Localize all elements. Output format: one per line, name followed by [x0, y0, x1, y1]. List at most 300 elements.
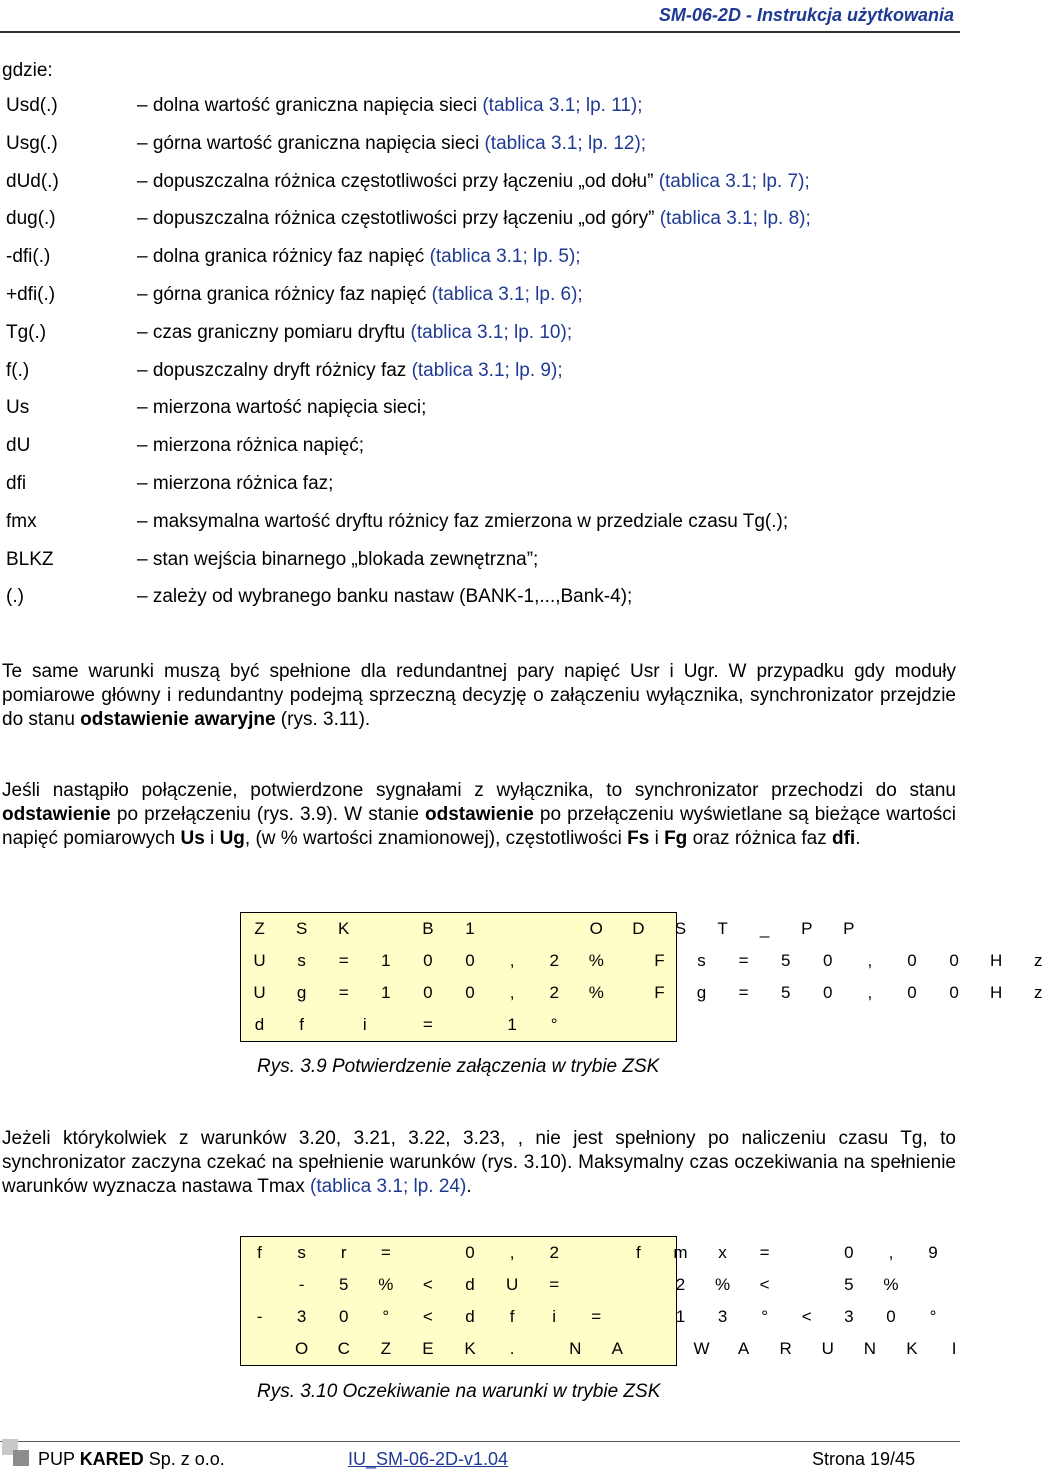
lcd-char [796, 983, 817, 1003]
lcd-char [270, 951, 291, 971]
lcd-char [438, 1275, 459, 1295]
lcd-char [628, 1275, 649, 1295]
lcd-char: ° [761, 1307, 769, 1326]
lcd-char [817, 1307, 838, 1327]
definition-row [0, 586, 960, 624]
lcd-char: i [552, 1307, 557, 1326]
paragraph-waiting-conditions: Jeżeli którykolwiek z warunków 3.20, 3.21, 3.22, 3.23, , nie jest spełniony po naliczeniu czasu Tg, to synchronizator zaczyna czekać na spełnienie warunków (rys. 3.10). Maksymalny czas oczekiwania na spełnienie warunków wyznacza nastawa Tmax (tablica 3.1; lp. 24). [2, 1128, 956, 1197]
definition-description: – mierzona różnica faz; [137, 472, 334, 494]
lcd-char [270, 919, 291, 939]
lcd-char [649, 1307, 670, 1327]
definition-description: – maksymalna wartość dryftu różnicy faz zmierzona w przedziale czasu Tg(.); [137, 510, 789, 532]
lcd-char [775, 919, 796, 939]
lcd-char [375, 1015, 396, 1035]
table-reference: (tablica 3.1; lp. 5); [429, 246, 581, 268]
footer-page-number: Strona 19/45 [812, 1449, 916, 1469]
lcd-char [565, 1307, 586, 1327]
lcd-char: % [714, 1275, 731, 1294]
lcd-char: 0 [465, 983, 475, 1002]
lcd-char: 0 [949, 951, 959, 970]
lcd-char [859, 1307, 880, 1327]
lcd-char [923, 951, 944, 971]
lcd-char: W [693, 1339, 710, 1358]
lcd-char: 5 [780, 983, 791, 1002]
lcd-char: ° [382, 1307, 390, 1326]
lcd-char [481, 1275, 502, 1295]
lcd-char [375, 919, 396, 939]
lcd-char: = [738, 951, 749, 970]
lcd-char [691, 919, 712, 939]
definition-symbol: +dfi(.) [6, 283, 56, 305]
lcd-char: d [465, 1275, 475, 1294]
lcd-char: K [464, 1339, 476, 1358]
lcd-char [565, 1275, 586, 1295]
lcd-char: z [1034, 983, 1043, 1002]
lcd-char [523, 983, 544, 1003]
lcd-char: E [422, 1339, 434, 1358]
lcd-char [733, 919, 754, 939]
lcd-char [312, 1275, 333, 1295]
lcd-char: f [257, 1243, 262, 1262]
lcd-char: ° [929, 1307, 937, 1326]
lcd-char: f [299, 1015, 304, 1034]
lcd-row [241, 1301, 937, 1333]
lcd-char: 0 [423, 951, 433, 970]
lcd-char: Z [380, 1339, 391, 1358]
lcd-char [796, 1339, 817, 1359]
lcd-char [438, 1307, 459, 1327]
definition-symbol: dUd(.) [6, 170, 59, 192]
lcd-char: U [253, 983, 266, 1002]
lcd-char [691, 1243, 712, 1263]
definition-symbol: dfi [6, 472, 27, 494]
lcd-char: s [697, 951, 706, 970]
lcd-char [607, 919, 628, 939]
lcd-char [270, 1243, 291, 1263]
definition-description: – stan wejścia binarnego „blokada zewnętrzna”; [137, 548, 539, 570]
lcd-char: 0 [907, 951, 917, 970]
lcd-char: U [505, 1275, 519, 1294]
lcd-char: D [632, 919, 645, 938]
lcd-char [312, 1243, 333, 1263]
lcd-char: I [951, 1339, 957, 1358]
lcd-char [775, 1243, 796, 1263]
lcd-display-waiting [240, 1236, 957, 1366]
lcd-char [901, 1243, 922, 1263]
lcd-char [312, 1015, 333, 1035]
paragraph-redundant-pair: Te same warunki muszą być spełnione dla redundantnej pary napięć Usr i Ugr. W przypadku gdy moduły pomiarowe główny i redundantny podejmą sprzeczną decyzję o załączeniu wyłącznika, synchronizator przejdzie do stanu odstawienie awaryjne (rys. 3.11). [2, 661, 956, 730]
paragraph-connection-state: Jeśli nastąpiło połączenie, potwierdzone sygnałami z wyłącznika, to synchronizator przechodzi do stanu odstawienie po przełączeniu (rys. 3.9). W stanie odstawienie po przełączeniu wyświetlane są bieżące wartości napięć pomiarowych Us i Ug, (w % wartości znamionowej), częstotliwości Fs i Fg oraz różnica faz dfi. [2, 780, 956, 849]
lcd-char [607, 1307, 628, 1327]
lcd-char: H [990, 983, 1003, 1002]
lcd-char: 1 [465, 919, 475, 938]
lcd-char [354, 1243, 375, 1263]
definition-row [0, 208, 960, 246]
lcd-char [670, 951, 691, 971]
lcd-char [712, 1339, 733, 1359]
lcd-char [712, 951, 733, 971]
lcd-char: = [338, 951, 349, 970]
lcd-char [459, 1015, 480, 1035]
lcd-char [733, 1275, 754, 1295]
lcd-char [586, 1275, 607, 1295]
lcd-char [396, 1015, 417, 1035]
definition-symbol: BLKZ [6, 548, 54, 570]
lcd-char: d [465, 1307, 475, 1326]
lcd-char: A [611, 1339, 623, 1358]
lcd-char [396, 951, 417, 971]
lcd-char [481, 951, 502, 971]
lcd-char [628, 983, 649, 1003]
lcd-char [354, 1339, 375, 1359]
definition-description: – dopuszczalny dryft różnicy faz (tablica 3.1; lp. 9); [137, 359, 563, 381]
definition-row [0, 397, 960, 435]
lcd-char [1007, 951, 1028, 971]
lcd-char [502, 919, 523, 939]
lcd-char [649, 1243, 670, 1263]
lcd-char [396, 919, 417, 939]
lcd-char: = [380, 1243, 391, 1262]
lcd-char: 0 [886, 1307, 896, 1326]
lcd-char [270, 983, 291, 1003]
definition-symbol: Us [6, 397, 30, 419]
lcd-char: % [588, 951, 604, 970]
lcd-char [838, 951, 859, 971]
lcd-char [754, 1339, 775, 1359]
lcd-char [670, 1339, 691, 1359]
definition-row [0, 133, 960, 171]
lcd-char [1007, 983, 1028, 1003]
lcd-char: 0 [465, 951, 475, 970]
header-divider [0, 31, 960, 33]
lcd-char [628, 951, 649, 971]
lcd-char: Z [254, 919, 265, 938]
definition-row [0, 360, 960, 398]
lcd-char [859, 1275, 880, 1295]
lcd-char [607, 1275, 628, 1295]
lcd-char [628, 1339, 649, 1359]
lcd-char: S [674, 919, 687, 938]
lcd-char [754, 983, 775, 1003]
lcd-char [817, 1243, 838, 1263]
lcd-char: 0 [844, 1243, 854, 1262]
lcd-char [438, 1015, 459, 1035]
lcd-char [796, 1275, 817, 1295]
lcd-char [354, 951, 375, 971]
lcd-char: 5 [780, 951, 791, 970]
lcd-row [241, 1237, 938, 1269]
lcd-char: f [509, 1307, 515, 1326]
definition-description: – mierzona wartość napięcia sieci; [137, 397, 427, 419]
definition-description: – czas graniczny pomiaru dryftu (tablica 3.1; lp. 10); [137, 321, 573, 343]
lcd-char: 2 [549, 1243, 559, 1262]
figure-caption: Rys. 3.10 Oczekiwanie na warunki w trybie ZSK [257, 1381, 661, 1402]
lcd-char: P [801, 919, 813, 938]
definition-row [0, 322, 960, 360]
lcd-char [565, 919, 586, 939]
lcd-char: K [906, 1339, 918, 1358]
lcd-char: < [422, 1275, 433, 1294]
lcd-char [396, 1275, 417, 1295]
lcd-char [775, 1307, 796, 1327]
definition-description: – górna granica różnicy faz napięć (tablica 3.1; lp. 6); [137, 283, 583, 305]
lcd-char: 1 [675, 1307, 686, 1326]
definition-symbol: Usg(.) [6, 132, 58, 154]
lcd-char [354, 983, 375, 1003]
lcd-char: H [990, 951, 1003, 970]
lcd-char [481, 983, 502, 1003]
definition-symbol: f(.) [6, 359, 30, 381]
lcd-char: P [843, 919, 855, 938]
lcd-char: N [863, 1339, 877, 1358]
lcd-char [670, 983, 691, 1003]
lcd-char [438, 951, 459, 971]
lcd-char [312, 1307, 333, 1327]
lcd-char [796, 1243, 817, 1263]
lcd-char [586, 1339, 607, 1359]
table-reference: (tablica 3.1; lp. 24) [310, 1176, 467, 1197]
lcd-row [241, 1269, 899, 1301]
lcd-char [417, 1243, 438, 1263]
lcd-char: i [362, 1015, 367, 1034]
lcd-char [607, 983, 628, 1003]
lcd-char: s [297, 951, 306, 970]
lcd-char: F [654, 951, 665, 970]
table-reference: (tablica 3.1; lp. 6); [431, 283, 583, 305]
lcd-char: 2 [549, 983, 559, 1002]
lcd-char: 0 [823, 983, 833, 1002]
lcd-char [796, 951, 817, 971]
lcd-row [241, 945, 1043, 977]
lcd-char: 5 [844, 1275, 854, 1294]
lcd-char [523, 951, 544, 971]
definition-description: – mierzona różnica napięć; [137, 435, 365, 457]
lcd-char [354, 1275, 375, 1295]
lcd-char [523, 919, 544, 939]
lcd-char [523, 1275, 544, 1295]
definition-description: – dopuszczalna różnica częstotliwości przy łączeniu „od dołu” (tablica 3.1; lp. 7); [137, 170, 810, 192]
lcd-char: T [717, 919, 728, 938]
lcd-char: d [254, 1015, 265, 1034]
lcd-char [838, 1339, 859, 1359]
lcd-row [241, 1333, 957, 1365]
lcd-char: 3 [296, 1307, 307, 1326]
lcd-char [270, 1015, 291, 1035]
definitions-intro: gdzie: [2, 60, 53, 81]
lcd-char [438, 1339, 459, 1359]
definition-description: – dolna wartość graniczna napięcia sieci (tablica 3.1; lp. 11); [137, 95, 643, 116]
lcd-char [481, 1307, 502, 1327]
lcd-char: N [569, 1339, 582, 1358]
table-reference: (tablica 3.1; lp. 12); [484, 132, 647, 154]
lcd-char: . [509, 1339, 515, 1358]
lcd-char [565, 951, 586, 971]
lcd-char: , [509, 951, 515, 970]
lcd-char: - [256, 1307, 263, 1326]
lcd-char [312, 1339, 333, 1359]
lcd-char: U [253, 951, 266, 970]
definition-symbol: dug(.) [6, 208, 56, 230]
lcd-char: R [779, 1339, 792, 1358]
lcd-char [249, 1275, 270, 1295]
lcd-char: g [696, 983, 707, 1002]
lcd-char [481, 1339, 502, 1359]
lcd-char [565, 1243, 586, 1263]
lcd-char [649, 1339, 670, 1359]
lcd-char [523, 1339, 544, 1359]
definition-description: – dolna granica różnicy faz napięć (tablica 3.1; lp. 5); [137, 246, 581, 268]
lcd-char [544, 919, 565, 939]
lcd-char [523, 1307, 544, 1327]
definition-symbol: dU [6, 435, 31, 457]
table-reference: (tablica 3.1; lp. 8); [659, 208, 811, 230]
lcd-char: U [821, 1339, 834, 1358]
lcd-char [312, 919, 333, 939]
lcd-char [270, 1339, 291, 1359]
lcd-char: 0 [423, 983, 433, 1002]
lcd-char: 0 [465, 1243, 475, 1262]
definition-row [0, 511, 960, 549]
lcd-char: 0 [338, 1307, 349, 1326]
lcd-char: O [589, 919, 603, 938]
lcd-char [649, 1275, 670, 1295]
definition-row [0, 549, 960, 587]
lcd-char [901, 1307, 922, 1327]
lcd-char: 1 [381, 951, 391, 970]
lcd-char: 0 [949, 983, 959, 1002]
lcd-char: 3 [844, 1307, 854, 1326]
lcd-char: ° [550, 1015, 558, 1034]
lcd-char [249, 1339, 270, 1359]
lcd-char: x [718, 1243, 727, 1262]
lcd-char [481, 919, 502, 939]
lcd-char [859, 1243, 880, 1263]
lcd-char [333, 1015, 354, 1035]
lcd-row [241, 977, 1043, 1009]
definition-symbol: Usd(.) [6, 95, 58, 116]
lcd-char: r [340, 1243, 347, 1262]
lcd-char [691, 1307, 712, 1327]
lcd-char: , [509, 983, 515, 1002]
definition-description: – dopuszczalna różnica częstotliwości przy łączeniu „od góry” (tablica 3.1; lp. 8); [137, 208, 811, 230]
lcd-char [396, 1307, 417, 1327]
lcd-char [754, 951, 775, 971]
lcd-char: B [422, 919, 434, 938]
lcd-char [438, 983, 459, 1003]
lcd-char [817, 919, 838, 939]
lcd-char: < [759, 1275, 770, 1294]
definition-symbol: -dfi(.) [6, 246, 51, 268]
lcd-char: % [378, 1275, 394, 1294]
table-reference: (tablica 3.1; lp. 9); [411, 359, 563, 381]
lcd-char [523, 1015, 544, 1035]
lcd-char [775, 1275, 796, 1295]
lcd-char: = [591, 1307, 602, 1326]
lcd-char [607, 1243, 628, 1263]
definitions-list [0, 95, 960, 624]
lcd-char: m [673, 1243, 688, 1262]
lcd-char [880, 983, 901, 1003]
lcd-char [649, 919, 670, 939]
lcd-char [270, 1307, 291, 1327]
definition-symbol: (.) [6, 586, 24, 608]
definition-row [0, 284, 960, 322]
lcd-char [817, 1275, 838, 1295]
lcd-char: O [295, 1339, 309, 1358]
lcd-char: 2 [675, 1275, 686, 1294]
lcd-char: , [509, 1243, 515, 1262]
lcd-char: 1 [507, 1015, 517, 1034]
lcd-char [544, 1339, 565, 1359]
lcd-char [586, 1243, 607, 1263]
lcd-char: = [549, 1275, 560, 1294]
lcd-char [396, 983, 417, 1003]
figure-caption: Rys. 3.9 Potwierdzenie załączenia w trybie ZSK [257, 1056, 660, 1077]
lcd-char: 9 [928, 1243, 938, 1262]
lcd-row [241, 1009, 676, 1041]
lcd-char [523, 1243, 544, 1263]
lcd-char [312, 983, 333, 1003]
table-reference: (tablica 3.1; lp. 11); [482, 95, 643, 116]
lcd-char [354, 1307, 375, 1327]
lcd-char [396, 1339, 417, 1359]
lcd-char: C [337, 1339, 350, 1358]
definition-symbol: fmx [6, 510, 37, 532]
lcd-char: = [422, 1015, 433, 1034]
lcd-char [838, 983, 859, 1003]
lcd-char [923, 983, 944, 1003]
lcd-char [691, 1275, 712, 1295]
definition-row [0, 171, 960, 209]
lcd-char: , [888, 1243, 894, 1262]
lcd-char: K [338, 919, 350, 938]
lcd-char: , [867, 951, 873, 970]
lcd-char [396, 1243, 417, 1263]
lcd-char [565, 983, 586, 1003]
lcd-char: z [1034, 951, 1043, 970]
lcd-char [733, 1307, 754, 1327]
lcd-char [438, 1243, 459, 1263]
lcd-char [712, 983, 733, 1003]
lcd-char [880, 951, 901, 971]
lcd-char: = [738, 983, 749, 1002]
lcd-char [965, 951, 986, 971]
lcd-char: = [338, 983, 349, 1002]
lcd-row [241, 913, 855, 945]
definition-row [0, 246, 960, 284]
lcd-char: < [801, 1307, 812, 1326]
definition-symbol: Tg(.) [6, 321, 47, 343]
lcd-char: % [588, 983, 604, 1002]
company-logo-icon [2, 1439, 30, 1467]
lcd-char [965, 983, 986, 1003]
lcd-char: f [636, 1243, 641, 1262]
definition-row [0, 95, 960, 133]
lcd-char [354, 919, 375, 939]
lcd-char: 2 [549, 951, 559, 970]
lcd-char [607, 951, 628, 971]
lcd-char: < [422, 1307, 433, 1326]
footer-document-id[interactable]: IU_SM-06-2D-v1.04 [348, 1449, 509, 1469]
lcd-char: 5 [338, 1275, 349, 1294]
page-footer [0, 1449, 960, 1469]
lcd-char [880, 1339, 901, 1359]
lcd-char: _ [759, 919, 770, 938]
definition-row [0, 435, 960, 473]
lcd-char [733, 1243, 754, 1263]
lcd-char: 0 [907, 983, 917, 1002]
document-header-title: SM-06-2D - Instrukcja użytkowania [658, 5, 954, 25]
